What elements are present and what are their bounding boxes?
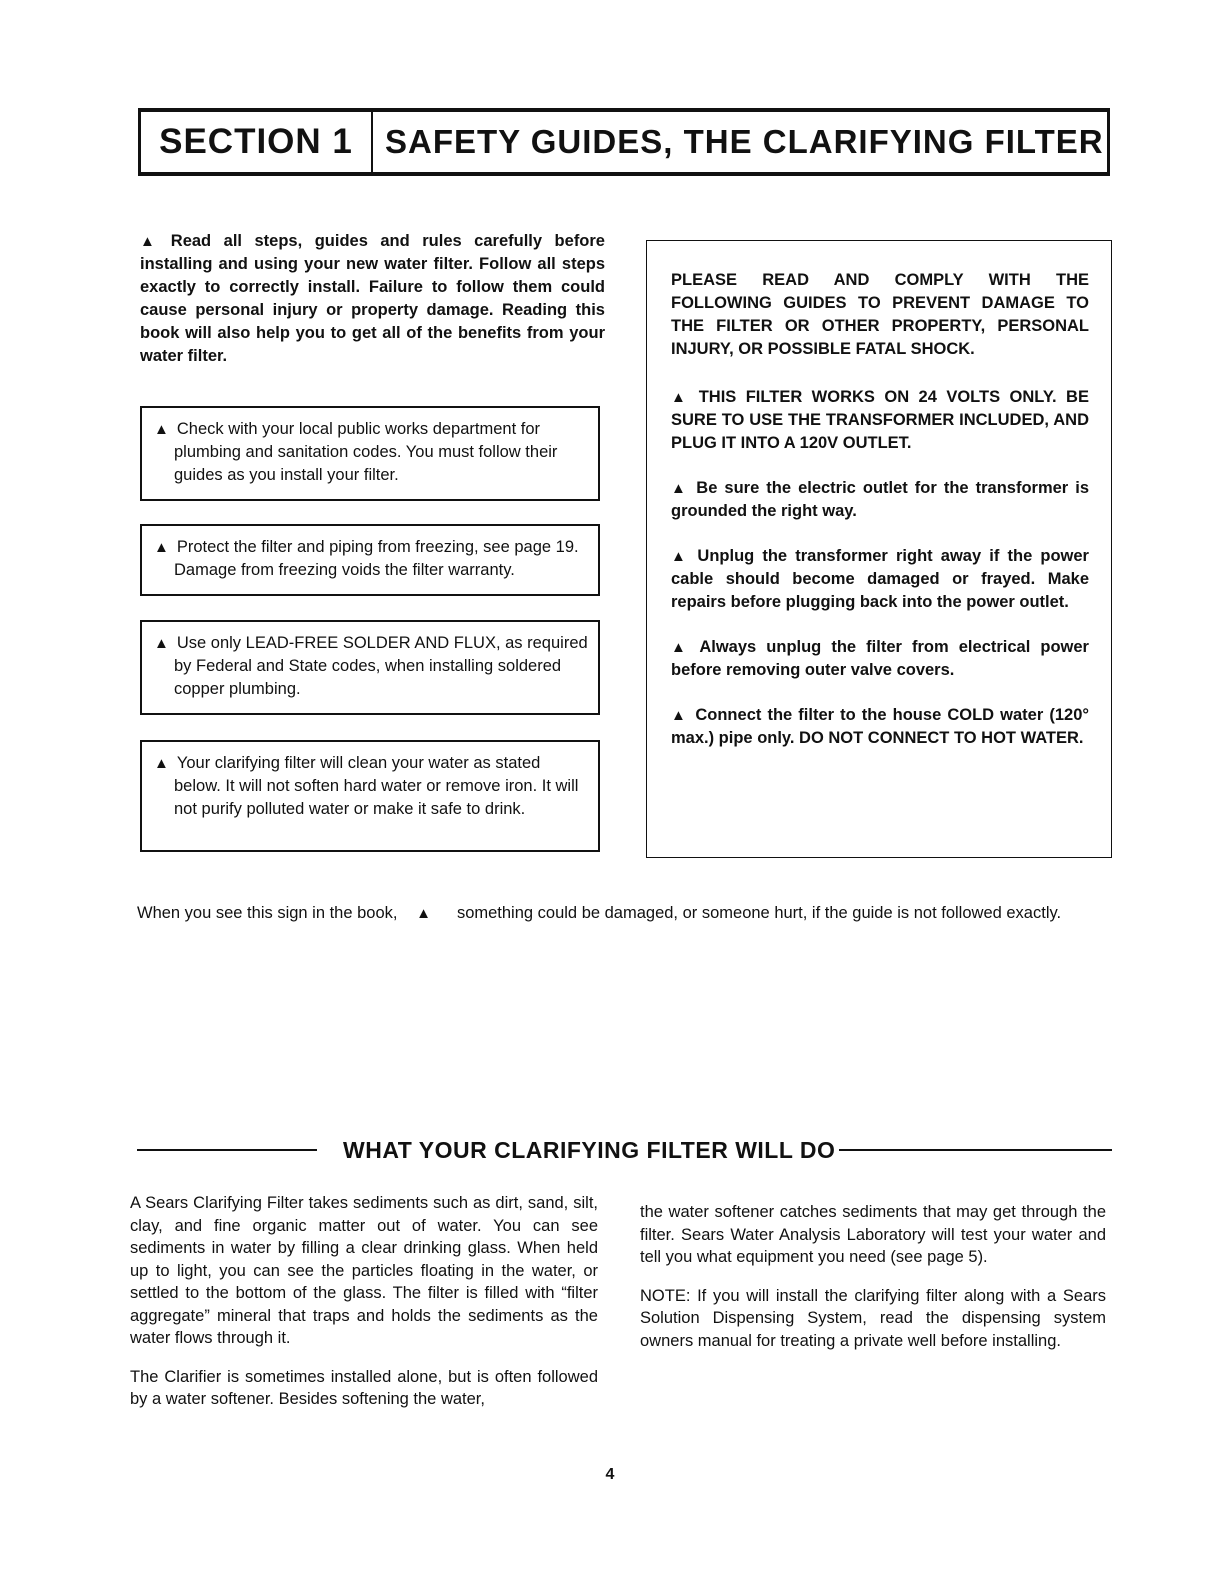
rule-left (137, 1149, 317, 1151)
warning-item: ▲ Always unplug the filter from electrical power before removing outer valve covers. (671, 638, 1089, 679)
left-column (130, 1192, 598, 1427)
guide-box-clarifying (140, 740, 600, 852)
guide-text: Protect the filter and piping from freezing, see page 19. Damage from freezing voids the filter warranty. (174, 538, 579, 579)
warning-triangle-icon: ▲ (671, 480, 689, 497)
warning-box (646, 240, 1112, 858)
warning-item: ▲ Unplug the transformer right away if the power cable should become damaged or frayed. Make repairs before plugging back into the power outlet. (671, 547, 1089, 611)
guide-text: Your clarifying filter will clean your water as stated below. It will not soften hard water or remove iron. It will not purify polluted water or make it safe to drink. (174, 754, 579, 818)
warning-triangle-icon: ▲ (154, 539, 169, 556)
warning-triangle-icon: ▲ (671, 639, 692, 656)
right-column (640, 1201, 1106, 1368)
section-number: SECTION 1 (141, 112, 373, 172)
warning-item: ▲ THIS FILTER WORKS ON 24 VOLTS ONLY. BE SURE TO USE THE TRANSFORMER INCLUDED, AND PLUG IT INTO A 120V OUTLET. (671, 388, 1089, 452)
subheading-text: WHAT YOUR CLARIFYING FILTER WILL DO (343, 1136, 836, 1163)
warning-triangle-icon: ▲ (416, 905, 431, 922)
guide-text: Use only LEAD-FREE SOLDER AND FLUX, as required by Federal and State codes, when installing soldered copper plumbing. (174, 634, 588, 698)
body-paragraph: The Clarifier is sometimes installed alone, but is often followed by a water softener. Besides softening the water, (130, 1367, 598, 1408)
guide-box-freezing (140, 524, 600, 596)
warning-triangle-icon: ▲ (671, 548, 690, 565)
body-paragraph: NOTE: If you will install the clarifying filter along with a Sears Solution Dispensing System, read the dispensing system owners manual for treating a private well before installing. (640, 1286, 1106, 1350)
section-header (138, 108, 1110, 176)
section-title: SAFETY GUIDES, THE CLARIFYING FILTER (385, 123, 1104, 160)
warning-triangle-icon: ▲ (154, 421, 169, 438)
intro-paragraph: ▲ Read all steps, guides and rules carefully before installing and using your new water filter. Follow all steps exactly to correctly install. Failure to follow them could cause personal injury or property damage. Reading this book will also help you to get all of the benefits from your water filter. (140, 232, 605, 365)
warning-triangle-icon: ▲ (671, 707, 688, 724)
warning-lead: PLEASE READ AND COMPLY WITH THE FOLLOWING GUIDES TO PREVENT DAMAGE TO THE FILTER OR OTHER PROPERTY, PERSONAL INJURY, OR POSSIBLE FATAL SHOCK. (671, 271, 1089, 358)
guide-box-codes (140, 406, 600, 501)
warning-triangle-icon: ▲ (671, 389, 691, 406)
body-paragraph: A Sears Clarifying Filter takes sediments such as dirt, sand, silt, clay, and fine organic matter out of water. You can see sediments in water by filling a clear drinking glass. When held up to light, you can see the particles floating in the water, or settled to the bottom of the glass. The filter is filled with “filter aggregate” mineral that traps and holds the sediments as the water flows through it. (130, 1194, 598, 1347)
guide-box-solder (140, 620, 600, 715)
warning-triangle-icon: ▲ (154, 755, 169, 772)
subheading (137, 1130, 1112, 1170)
page-number: 4 (605, 1466, 615, 1483)
warning-item: ▲ Connect the filter to the house COLD water (120° max.) pipe only. DO NOT CONNECT TO HOT WATER. (671, 706, 1089, 747)
warning-triangle-icon: ▲ (140, 233, 163, 250)
guide-text: Check with your local public works department for plumbing and sanitation codes. You must follow their guides as you install your filter. (174, 420, 558, 484)
warning-triangle-icon: ▲ (154, 635, 169, 652)
rule-right (839, 1149, 1112, 1151)
body-paragraph: the water softener catches sediments that may get through the filter. Sears Water Analysis Laboratory will test your water and tell you what equipment you need (see page 5). (640, 1203, 1106, 1266)
sign-note: When you see this sign in the book, ▲ something could be damaged, or someone hurt, if the guide is not followed exactly. (137, 904, 1062, 922)
warning-item: ▲ Be sure the electric outlet for the transformer is grounded the right way. (671, 479, 1089, 520)
